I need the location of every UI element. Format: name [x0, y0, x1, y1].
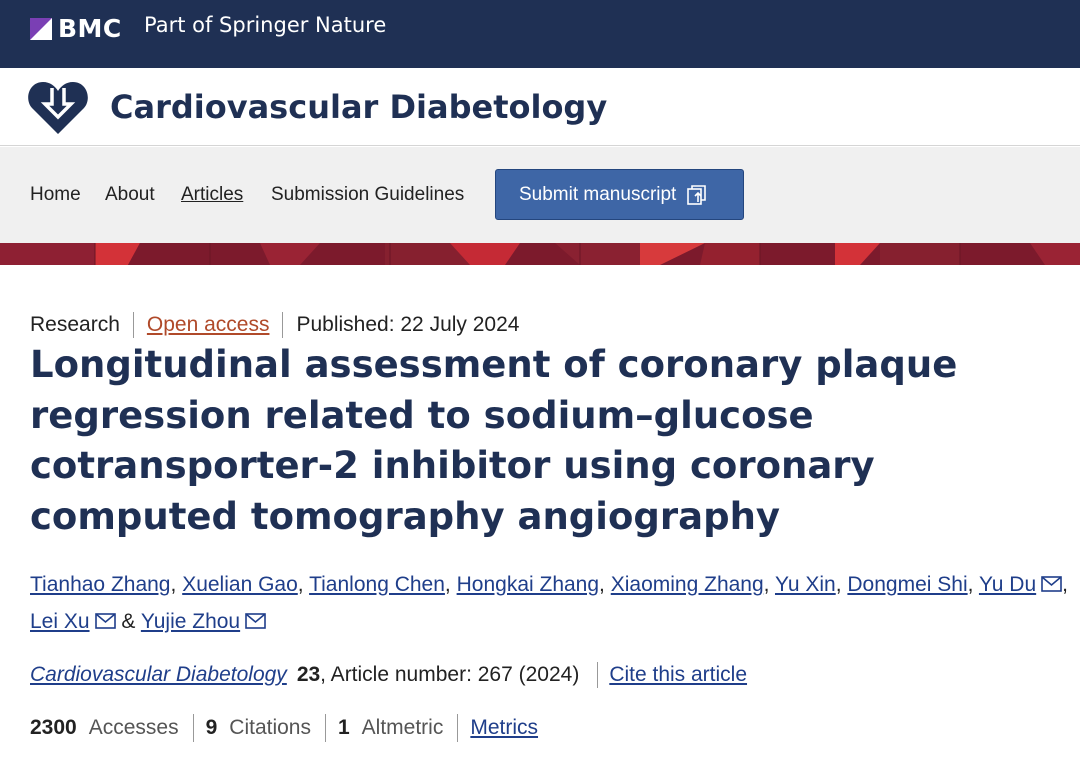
altmetric-label: Altmetric	[361, 716, 444, 739]
envelope-icon[interactable]	[95, 613, 116, 629]
decorative-banner	[0, 243, 1080, 265]
nav-home[interactable]: Home	[30, 184, 81, 205]
open-access-link[interactable]: Open access	[146, 313, 270, 336]
author-link[interactable]: Dongmei Shi	[847, 573, 968, 596]
separator	[457, 714, 458, 742]
author-link[interactable]: Xiaoming Zhang	[610, 573, 764, 596]
envelope-icon[interactable]	[1041, 576, 1062, 592]
springer-nature-tagline[interactable]: Part of Springer Nature	[144, 13, 387, 37]
journal-title[interactable]: Cardiovascular Diabetology	[110, 88, 608, 126]
separator	[325, 714, 326, 742]
citations-count: 9	[205, 716, 218, 739]
top-header	[0, 0, 1080, 68]
author-separator: ,	[967, 573, 974, 596]
journal-header	[0, 68, 1080, 146]
heart-arrow-icon[interactable]	[28, 78, 88, 136]
author-separator: ,	[170, 573, 177, 596]
author-list	[30, 566, 1075, 640]
citations-label: Citations	[229, 716, 311, 739]
author-separator: ,	[1062, 573, 1068, 596]
article-metrics	[30, 714, 538, 742]
envelope-icon[interactable]	[245, 613, 266, 629]
nav-submission-guidelines[interactable]: Submission Guidelines	[271, 184, 465, 205]
volume-number: 23	[296, 663, 321, 686]
separator	[597, 662, 598, 688]
author-separator: ,	[297, 573, 304, 596]
separator	[282, 312, 283, 338]
author-link[interactable]: Tianhao Zhang	[30, 573, 171, 596]
author-link[interactable]: Yu Du	[978, 573, 1037, 596]
citation-info	[30, 662, 747, 688]
submit-upload-icon	[686, 184, 708, 206]
article-type: Research	[30, 313, 120, 336]
altmetric-count: 1	[337, 716, 350, 739]
accesses-label: Accesses	[88, 716, 179, 739]
metrics-link[interactable]: Metrics	[470, 716, 539, 739]
author-link[interactable]: Xuelian Gao	[182, 573, 298, 596]
nav-about[interactable]: About	[105, 184, 155, 205]
cite-this-article-link[interactable]: Cite this article	[609, 663, 748, 686]
submit-manuscript-label: Submit manuscript	[519, 183, 677, 205]
bmc-brand-text: BMC	[58, 14, 122, 43]
author-separator: ,	[444, 573, 451, 596]
author-separator: ,	[835, 573, 842, 596]
author-link[interactable]: Hongkai Zhang	[456, 573, 600, 596]
author-link[interactable]: Yu Xin	[774, 573, 836, 596]
article-meta	[30, 312, 519, 338]
article-title: Longitudinal assessment of coronary plaque regression related to sodium–glucose cotransporter-2 inhibitor using coronary computed tomography angiography	[30, 343, 958, 538]
main-navigation	[0, 147, 1080, 243]
author-separator: ,	[763, 573, 770, 596]
accesses-count: 2300	[30, 716, 77, 739]
bmc-logo-icon	[30, 18, 52, 40]
separator	[193, 714, 194, 742]
author-separator: ,	[599, 573, 605, 596]
separator	[133, 312, 134, 338]
nav-articles[interactable]: Articles	[181, 184, 244, 205]
author-ampersand: &	[121, 610, 136, 633]
submit-manuscript-button[interactable]	[495, 169, 744, 220]
author-link[interactable]: Lei Xu	[30, 610, 90, 633]
published-date: Published: 22 July 2024	[296, 313, 520, 336]
bmc-logo[interactable]	[30, 14, 122, 43]
author-link[interactable]: Tianlong Chen	[309, 573, 445, 596]
author-link[interactable]: Yujie Zhou	[140, 610, 241, 633]
article-number: , Article number: 267 (2024)	[320, 663, 580, 686]
journal-link[interactable]: Cardiovascular Diabetology	[30, 663, 287, 686]
